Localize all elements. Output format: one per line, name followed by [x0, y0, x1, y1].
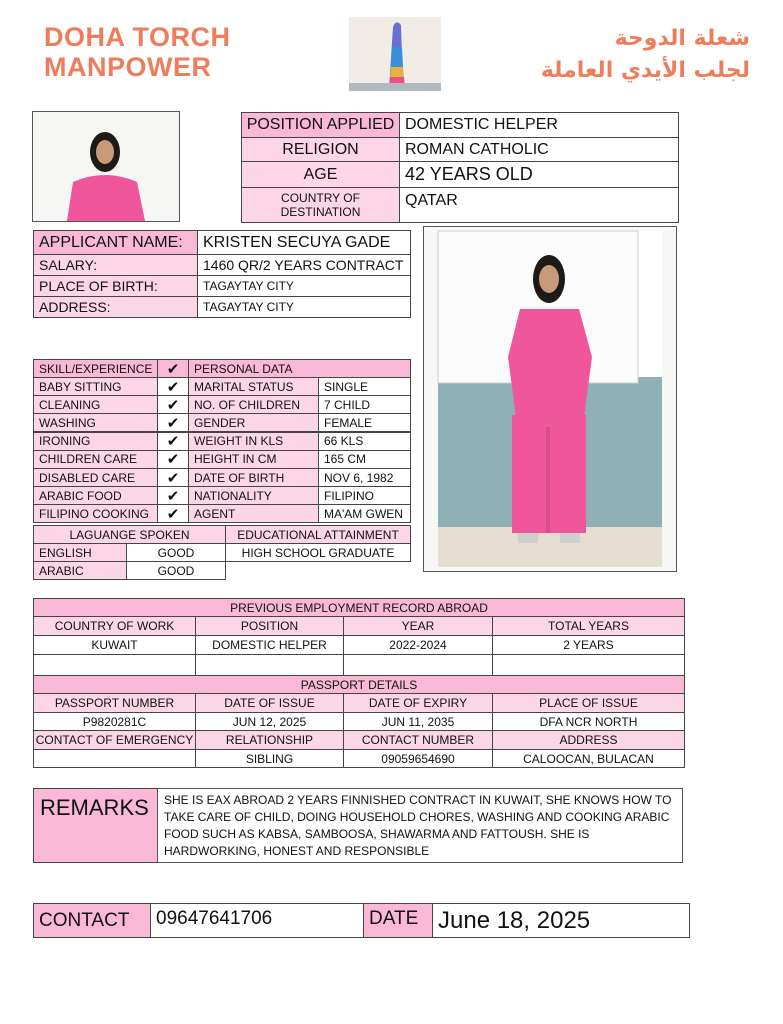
personal-value: SINGLE [318, 377, 411, 396]
personal-value: 66 KLS [318, 432, 411, 451]
personal-label: NATIONALITY [188, 486, 319, 505]
employment-empty-cell [492, 654, 685, 676]
personal-value: NOV 6, 1982 [318, 468, 411, 487]
checkmark-icon: ✔ [157, 359, 189, 378]
applicant-name-label: APPLICANT NAME: [33, 230, 198, 255]
employment-column-header: POSITION [195, 616, 344, 636]
salary-label: SALARY: [33, 254, 198, 276]
passport-column-header: DATE OF ISSUE [195, 693, 344, 713]
passport-column-header: PLACE OF ISSUE [492, 693, 685, 713]
age-value: 42 YEARS OLD [399, 161, 679, 188]
checkmark-icon: ✔ [157, 432, 189, 451]
personal-label: NO. OF CHILDREN [188, 395, 319, 414]
remarks-line1: SHE IS EAX ABROAD 2 YEARS FINNISHED CONTRACT IN KUWAIT, SHE KNOWS HOW TO [164, 793, 672, 807]
personal-value: 165 CM [318, 450, 411, 469]
checkmark-icon: ✔ [157, 377, 189, 396]
salary-value: 1460 QR/2 YEARS CONTRACT [197, 254, 411, 276]
destination-label [241, 187, 400, 223]
personal-data-header: PERSONAL DATA [188, 359, 411, 378]
employment-empty-cell [343, 654, 493, 676]
personal-value: FILIPINO [318, 486, 411, 505]
employment-column-header: YEAR [343, 616, 493, 636]
checkmark-icon: ✔ [157, 450, 189, 469]
passport-cell: JUN 12, 2025 [195, 712, 344, 731]
personal-value: FEMALE [318, 413, 411, 432]
education-value: HIGH SCHOOL GRADUATE [225, 543, 411, 562]
emergency-cell: 09059654690 [343, 749, 493, 768]
skill-item: CHILDREN CARE [33, 450, 158, 469]
remarks-line2: TAKE CARE OF CHILD, DOING HOUSEHOLD CHORES, WASHING AND COOKING ARABIC [164, 810, 670, 824]
destination-label-line1: COUNTRY OF [281, 191, 360, 205]
date-label: DATE [363, 903, 433, 938]
language-header: LAGUANGE SPOKEN [33, 525, 226, 544]
employment-empty-cell [33, 654, 196, 676]
emergency-cell: SIBLING [195, 749, 344, 768]
passport-column-header: PASSPORT NUMBER [33, 693, 196, 713]
personal-label: GENDER [188, 413, 319, 432]
contact-label: CONTACT [33, 903, 151, 938]
remarks-text [157, 788, 683, 863]
checkmark-icon: ✔ [157, 486, 189, 505]
employment-column-header: TOTAL YEARS [492, 616, 685, 636]
language-arabic-level: GOOD [126, 561, 226, 580]
employment-cell: KUWAIT [33, 635, 196, 655]
language-english-level: GOOD [126, 543, 226, 562]
religion-label: RELIGION [241, 137, 400, 162]
emergency-column-header: CONTACT NUMBER [343, 730, 493, 750]
skill-item: WASHING [33, 413, 158, 432]
passport-title: PASSPORT DETAILS [33, 675, 685, 694]
personal-label: WEIGHT IN KLS [188, 432, 319, 451]
emergency-column-header: ADDRESS [492, 730, 685, 750]
passport-cell: JUN 11, 2035 [343, 712, 493, 731]
remarks-line3: FOOD SUCH AS KABSA, SAMBOOSA, SHAWARMA AND FATTOUSH. SHE IS [164, 827, 590, 841]
employment-cell: 2 YEARS [492, 635, 685, 655]
applicant-photo-full [423, 226, 677, 572]
address-label: ADDRESS: [33, 296, 198, 318]
address-value: TAGAYTAY CITY [197, 296, 411, 318]
personal-label: MARITAL STATUS [188, 377, 319, 396]
date-value: June 18, 2025 [432, 903, 690, 938]
religion-value: ROMAN CATHOLIC [399, 137, 679, 162]
skill-item: BABY SITTING [33, 377, 158, 396]
language-english: ENGLISH [33, 543, 127, 562]
emergency-column-header: CONTACT OF EMERGENCY [33, 730, 196, 750]
place-of-birth-label: PLACE OF BIRTH: [33, 275, 198, 297]
brand-name-line2: MANPOWER [44, 52, 212, 82]
age-label: AGE [241, 161, 400, 188]
employment-cell: DOMESTIC HELPER [195, 635, 344, 655]
arabic-name-line1: شعلة الدوحة [614, 26, 750, 51]
employment-empty-cell [195, 654, 344, 676]
emergency-cell: CALOOCAN, BULACAN [492, 749, 685, 768]
employment-column-header: COUNTRY OF WORK [33, 616, 196, 636]
personal-label: HEIGHT IN CM [188, 450, 319, 469]
skill-item: CLEANING [33, 395, 158, 414]
applicant-photo-small [32, 111, 180, 222]
skill-item: IRONING [33, 432, 158, 451]
arabic-name-line2: لجلب الأيدي العاملة [540, 58, 750, 83]
language-arabic: ARABIC [33, 561, 127, 580]
skill-item: FILIPINO COOKING [33, 504, 158, 523]
passport-cell: P9820281C [33, 712, 196, 731]
employment-title: PREVIOUS EMPLOYMENT RECORD ABROAD [33, 598, 685, 617]
skills-header: SKILL/EXPERIENCE [33, 359, 158, 378]
skill-item: DISABLED CARE [33, 468, 158, 487]
torch-tower-logo [349, 17, 441, 91]
brand-name-line1: DOHA TORCH [44, 22, 231, 52]
destination-value: QATAR [399, 187, 679, 223]
applicant-name-value: KRISTEN SECUYA GADE [197, 230, 411, 255]
checkmark-icon: ✔ [157, 468, 189, 487]
contact-value: 09647641706 [150, 903, 364, 938]
personal-value: 7 CHILD [318, 395, 411, 414]
checkmark-icon: ✔ [157, 413, 189, 432]
emergency-cell [33, 749, 196, 768]
remarks-line4: HARDWORKING, HONEST AND RESPONSIBLE [164, 844, 430, 858]
place-of-birth-value: TAGAYTAY CITY [197, 275, 411, 297]
passport-cell: DFA NCR NORTH [492, 712, 685, 731]
remarks-label: REMARKS [33, 788, 158, 863]
position-applied-label: POSITION APPLIED [241, 112, 400, 138]
skill-item: ARABIC FOOD [33, 486, 158, 505]
checkmark-icon: ✔ [157, 504, 189, 523]
employment-cell: 2022-2024 [343, 635, 493, 655]
personal-label: DATE OF BIRTH [188, 468, 319, 487]
destination-label-line2: DESTINATION [280, 205, 361, 219]
personal-value: MA'AM GWEN [318, 504, 411, 523]
emergency-column-header: RELATIONSHIP [195, 730, 344, 750]
passport-column-header: DATE OF EXPIRY [343, 693, 493, 713]
position-applied-value: DOMESTIC HELPER [399, 112, 679, 138]
checkmark-icon: ✔ [157, 395, 189, 414]
personal-label: AGENT [188, 504, 319, 523]
education-header: EDUCATIONAL ATTAINMENT [225, 525, 411, 544]
